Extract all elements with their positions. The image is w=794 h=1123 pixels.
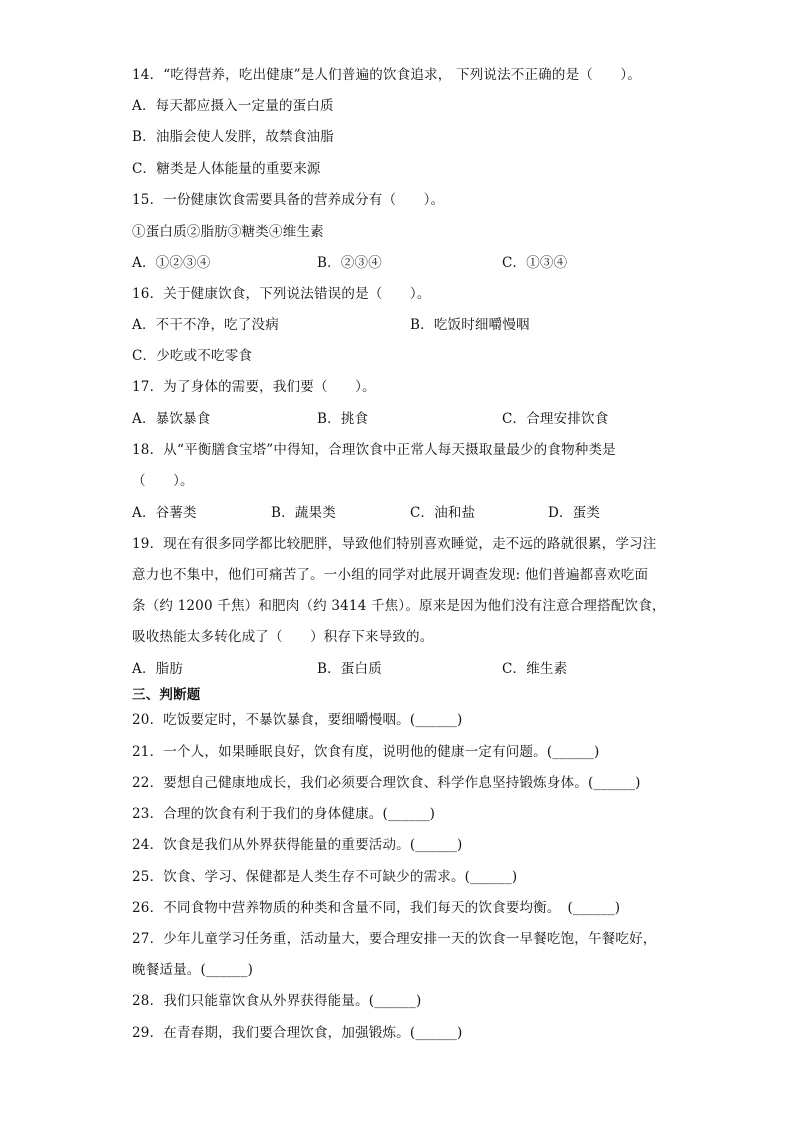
question-17-option-a: A．暴饮暴食 (132, 411, 211, 427)
question-14-option-b: B．油脂会使人发胖，故禁食油脂 (132, 129, 334, 145)
question-17-option-c: C．合理安排饮食 (502, 411, 609, 427)
question-19-line3: 条（约 1200 千焦）和肥肉（约 3414 千焦）。原来是因为他们没有注意合理搭配饮食， (132, 598, 666, 614)
question-19-option-b: B．蛋白质 (317, 661, 382, 677)
question-16-option-c: C．少吃或不吃零食 (132, 348, 253, 364)
judgement-24: 24．饮食是我们从外界获得能量的重要活动。(______) (132, 837, 463, 853)
question-19-option-c: C．维生素 (502, 661, 568, 677)
question-14-option-a: A．每天都应摄入一定量的蛋白质 (132, 98, 334, 114)
question-18-option-b: B．蔬果类 (271, 505, 336, 521)
question-15-note: ①蛋白质②脂肪③糖类④维生素 (132, 224, 324, 240)
question-18-stem-line1: 18．从“平衡膳食宝塔”中得知，合理饮食中正常人每天摄取量最少的食物种类是 (132, 442, 616, 458)
question-16-stem: 16．关于健康饮食，下列说法错误的是（ ）。 (132, 286, 431, 302)
judgement-25: 25．饮食、学习、保健都是人类生存不可缺少的需求。(______) (132, 869, 518, 885)
question-17-option-b: B．挑食 (317, 411, 369, 427)
question-17-stem: 17．为了身体的需要，我们要（ ）。 (132, 379, 376, 395)
question-15-option-c: C．①③④ (502, 255, 568, 271)
judgement-26: 26．不同食物中营养物质的种类和含量不同，我们每天的饮食要均衡。 (______) (132, 900, 621, 916)
question-19-option-a: A．脂肪 (132, 661, 184, 677)
section-title: 三、判断题 (132, 687, 201, 703)
question-19-line1: 19．现在有很多同学都比较肥胖，导致他们特别喜欢睡觉，走不远的路就很累，学习注 (132, 536, 657, 552)
question-15-option-b: B．②③④ (317, 255, 382, 271)
question-18-option-c: C．油和盐 (410, 505, 476, 521)
question-15-option-a: A．①②③④ (132, 255, 211, 271)
question-14-stem: 14．“吃得营养，吃出健康”是人们普遍的饮食追求， 下列说法不正确的是（ ）。 (132, 67, 642, 83)
judgement-21: 21．一个人，如果睡眠良好，饮食有度，说明他的健康一定有问题。(______) (132, 744, 600, 760)
question-16-option-b: B．吃饭时细嚼慢咽 (410, 317, 530, 333)
judgement-20: 20．吃饭要定时，不暴饮暴食，要细嚼慢咽。(______) (132, 712, 463, 728)
question-16-option-a: A．不干不净，吃了没病 (132, 317, 279, 333)
question-18-option-a: A．谷薯类 (132, 505, 197, 521)
question-15-stem: 15．一份健康饮食需要具备的营养成分有（ ）。 (132, 192, 445, 208)
question-19-line4: 吸收热能太多转化成了（ ）积存下来导致的。 (132, 629, 434, 645)
judgement-27-line1: 27．少年儿童学习任务重，活动量大，要合理安排一天的饮食一早餐吃饱，午餐吃好， (132, 931, 657, 947)
judgement-22: 22．要想自己健康地成长，我们必须要合理饮食、科学作息坚持锻炼身体。(______) (132, 775, 641, 791)
judgement-23: 23．合理的饮食有利于我们的身体健康。(______) (132, 806, 436, 822)
question-14-option-c: C．糖类是人体能量的重要来源 (132, 161, 321, 177)
question-19-line2: 意力也不集中，他们可痛苦了。一小组的同学对此展开调查发现: 他们普遍都喜欢吃面 (132, 567, 649, 583)
judgement-28: 28．我们只能靠饮食从外界获得能量。(______) (132, 993, 422, 1009)
judgement-27-line2: 晚餐适量。(______) (132, 962, 254, 978)
question-18-stem-line2: （ ）。 (132, 473, 194, 489)
judgement-29: 29．在青春期，我们要合理饮食，加强锻炼。(______) (132, 1025, 463, 1041)
question-18-option-d: D．蛋类 (548, 505, 601, 521)
